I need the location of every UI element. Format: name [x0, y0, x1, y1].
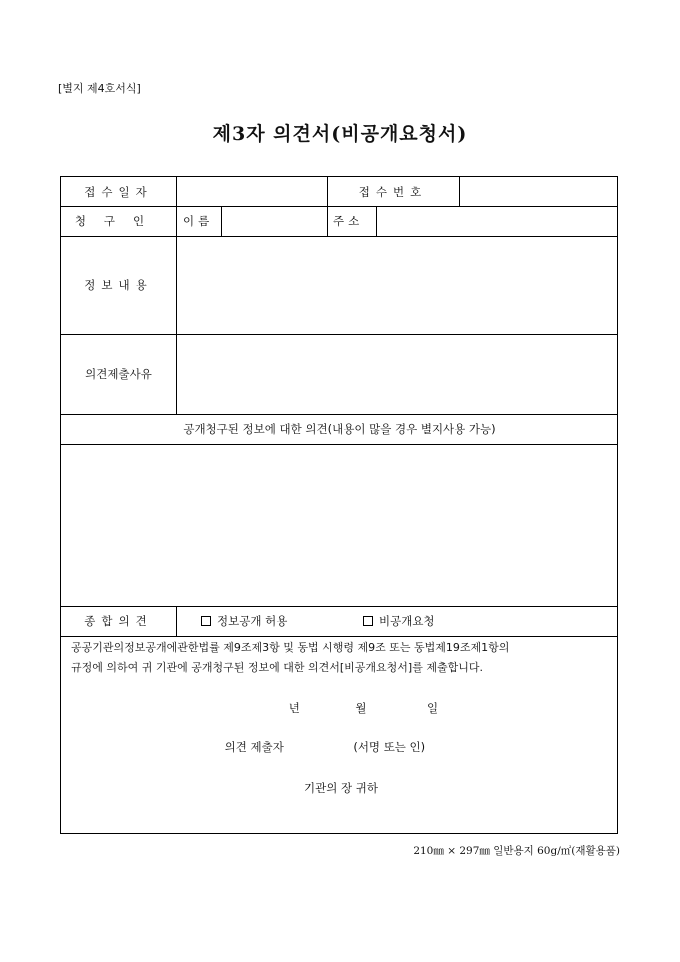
disclose-option[interactable]	[201, 606, 287, 636]
nondisclose-checkbox[interactable]	[363, 616, 373, 626]
form-number: [별지 제4호서식]	[58, 82, 141, 95]
submission-reason-field[interactable]	[177, 334, 618, 414]
document-title: 제3자 의견서(비공개요청서)	[212, 123, 468, 145]
opinion-form-table	[60, 176, 618, 834]
nondisclose-option-label: 비공개요청	[379, 614, 435, 628]
disclose-option-label: 정보공개 허용	[217, 614, 288, 628]
claimant-label: 청구인	[74, 214, 163, 228]
submission-reason-label: 의견제출사유	[85, 367, 152, 381]
addressee-line: 기관의 장 귀하	[304, 781, 378, 795]
year-label: 년	[288, 701, 300, 715]
name-label: 이름	[183, 214, 214, 228]
address-label: 주소	[333, 214, 364, 228]
receipt-date-label: 접수일자	[84, 184, 153, 199]
statement-line: 규정에 의하여 귀 기관에 공개청구된 정보에 대한 의견서[비공개요청서]를 제출합니다.	[71, 661, 483, 674]
row-divider	[61, 636, 617, 637]
day-label: 일	[427, 701, 439, 715]
month-label: 월	[355, 701, 367, 715]
paper-spec-footer: 210㎜ × 297㎜ 일반용지 60g/㎡(재활용품)	[413, 845, 620, 857]
submitter-label: 의견 제출자	[224, 740, 284, 754]
statement-text	[71, 638, 611, 678]
nondisclose-option[interactable]	[363, 606, 435, 636]
date-line	[61, 700, 617, 716]
info-content-field[interactable]	[177, 236, 618, 334]
info-content-label: 정보내용	[84, 278, 153, 292]
opinion-section-header: 공개청구된 정보에 대한 의견(내용이 많을 경우 별지사용 가능)	[183, 422, 496, 436]
receipt-number-label: 접수번호	[358, 184, 428, 199]
signature-note: (서명 또는 인)	[353, 740, 426, 754]
submitter-line	[61, 739, 617, 755]
disclose-checkbox[interactable]	[201, 616, 211, 626]
label-column-divider	[176, 606, 177, 636]
address-field[interactable]	[377, 206, 618, 236]
overall-opinion-label: 종합의견	[84, 614, 153, 628]
statement-line: 공공기관의정보공개에관한법률 제9조제3항 및 동법 시행령 제9조 또는 동법제19조제1항의	[71, 641, 510, 654]
opinion-body-field[interactable]	[61, 445, 618, 606]
receipt-date-field[interactable]	[177, 177, 327, 206]
name-field[interactable]	[222, 206, 327, 236]
receipt-number-field[interactable]	[460, 177, 618, 206]
